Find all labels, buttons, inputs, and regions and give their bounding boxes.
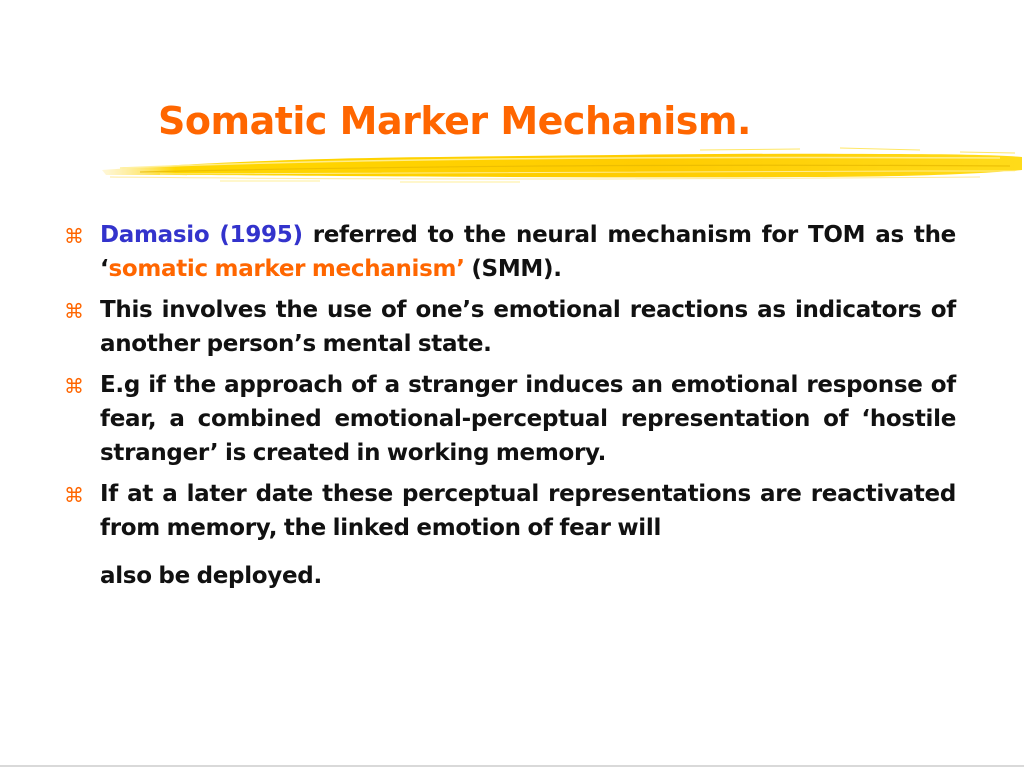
bullet-item: [62, 368, 956, 470]
bullet-text-last-line: also be deployed.: [100, 563, 322, 589]
command-key-bullet-icon: ⌘: [64, 374, 84, 398]
bullet-text: [100, 218, 956, 286]
command-key-bullet-icon: ⌘: [64, 299, 84, 323]
bullet-text-segment: If at a later date these perceptual representations are reactivated from memory, the linked emotion of fear will: [100, 481, 956, 541]
citation-damasio: Damasio (1995): [100, 222, 303, 248]
bullet-item: [62, 293, 956, 361]
bullet-text-segment: referred to the neural mechanism for TOM as the ‘: [100, 222, 956, 282]
slide-title: Somatic Marker Mechanism.: [158, 99, 751, 143]
bullet-list: [62, 218, 956, 600]
command-key-bullet-icon: ⌘: [64, 483, 84, 507]
command-key-bullet-icon: ⌘: [64, 224, 84, 248]
bullet-item: [62, 477, 956, 593]
bullet-text: This involves the use of one’s emotional reactions as indicators of another person’s mental state.: [100, 297, 956, 357]
highlighted-term-smm: somatic marker mechanism’: [108, 256, 465, 282]
bullet-text: [100, 477, 956, 593]
bullet-text: E.g if the approach of a stranger induces an emotional response of fear, a combined emotional-perceptual representation of ‘hostile stranger’ is created in working memory.: [100, 372, 956, 466]
bottom-divider: [0, 765, 1024, 767]
bullet-text-segment: (SMM).: [464, 256, 562, 282]
bullet-item: [62, 218, 956, 286]
title-underline-brush-stroke: [100, 144, 1024, 188]
